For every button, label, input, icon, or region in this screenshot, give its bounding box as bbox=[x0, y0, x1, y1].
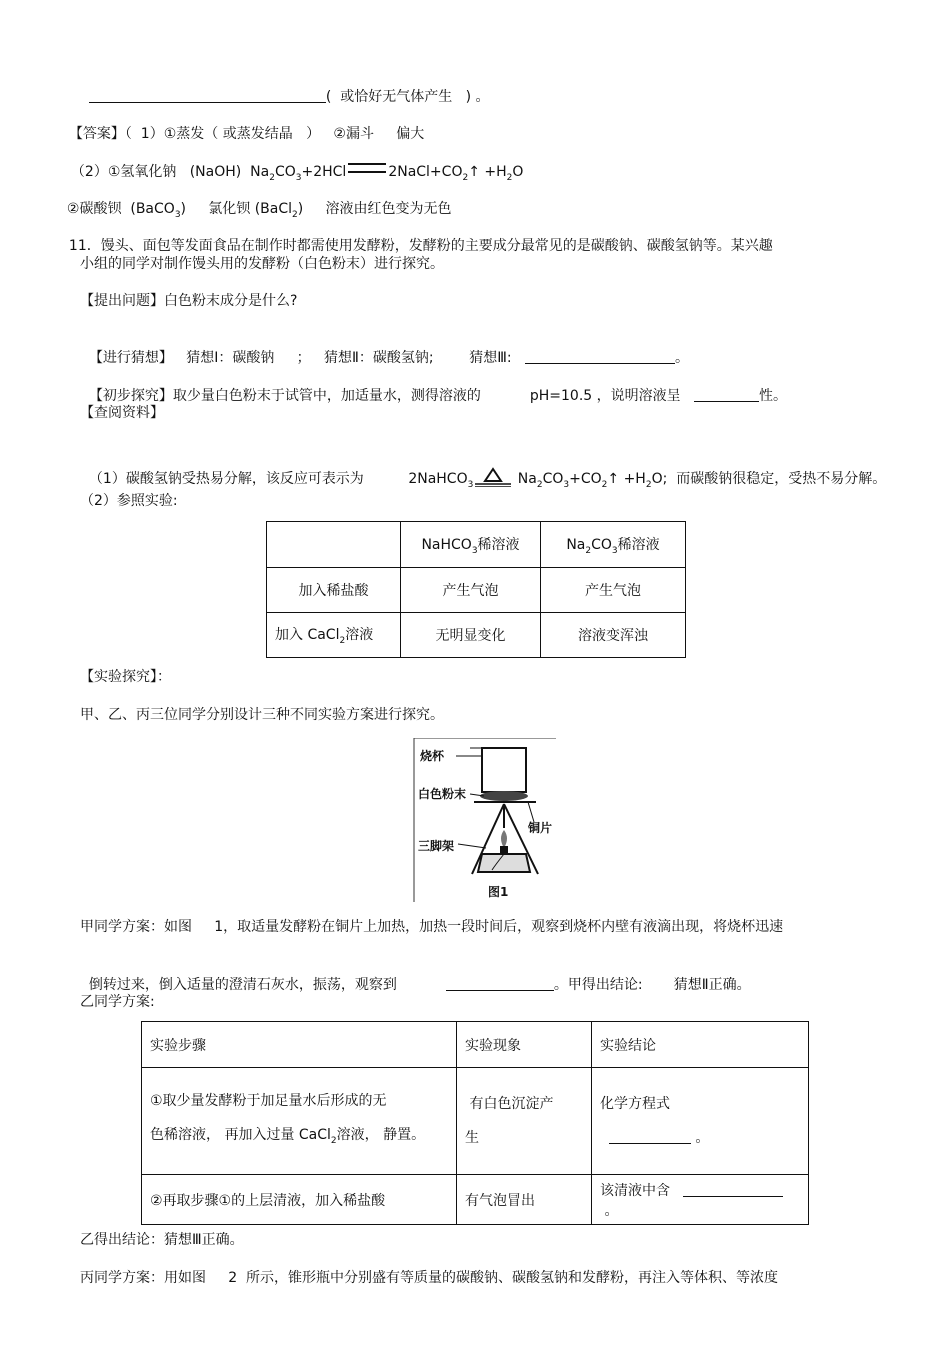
yi-conclusion: 乙得出结论：猜想Ⅲ正确。 bbox=[80, 1232, 244, 1248]
experiment-heading: 【实验探究】： bbox=[80, 669, 171, 685]
blank bbox=[609, 1129, 691, 1144]
reference-2: （2）参照实验: bbox=[80, 493, 178, 509]
figure-1 bbox=[412, 738, 558, 902]
yi-plan-table: 实验步骤 实验现象 实验结论 ①取少量发酵粉于加足量水后形成的无 色稀溶液， 再加入过量 CaCl$_2$溶液， 静置。 有白色沉淀产 生 化学方程式 。 ②再取步骤①的上层清液，加入稀盐酸 有气泡冒出 该清液中含 。 bbox=[141, 1021, 809, 1225]
bing-plan: 丙同学方案：用如图 2 所示，锥形瓶中分别盛有等质量的碳酸钠、碳酸氢钠和发酵粉，再注入等体积、等浓度 bbox=[80, 1270, 779, 1286]
equals-sign bbox=[348, 163, 386, 173]
figure-label-powder: 白色粉末 bbox=[418, 787, 467, 801]
experiment-intro: 甲、乙、丙三位同学分别设计三种不同实验方案进行探究。 bbox=[80, 707, 444, 723]
answer-line-3: ②碳酸钡 (BaCO$_3$) 氯化钡 (BaCl$_2$) 溶液由红色变为无色 bbox=[66, 201, 452, 220]
heating-sign bbox=[473, 467, 513, 487]
jia-plan-1: 甲同学方案：如图 1，取适量发酵粉在铜片上加热，加热一段时间后，观察到烧杯内壁有液滴出现，将烧杯迅速 bbox=[80, 919, 784, 935]
reference-1: （1）碳酸氢钠受热易分解，该反应可表示为 2NaHCO$_3$ $Na_2CO_3+CO_2↑ +H_2O$; 而碳酸钠很稳定，受热不易分解。 bbox=[80, 447, 886, 495]
blank bbox=[694, 387, 759, 402]
figure-label-copper: 铜片 bbox=[528, 821, 553, 835]
answer-line-2: （2）①氢氧化钠 (NaOH) $Na_2CO_3+2HCl$ $2NaCl+CO_2↑ +H_2O$ bbox=[70, 164, 524, 183]
blank bbox=[683, 1182, 783, 1197]
preliminary: 【初步探究】取少量白色粉末于试管中，加适量水，测得溶液的 pH=10.5 ，说明溶液呈 性。 bbox=[88, 388, 787, 404]
reference-heading: 【查阅资料】 bbox=[80, 405, 164, 421]
question-11-p1: 11．馒头、面包等发面食品在制作时都需使用发酵粉，发酵粉的主要成分最常见的是碳酸钠、碳酸氢钠等。某兴趣 bbox=[68, 238, 773, 254]
figure-label-tripod: 三脚架 bbox=[418, 839, 455, 853]
blank bbox=[446, 976, 554, 991]
question-11-p2: 小组的同学对制作馒头用的发酵粉（白色粉末）进行探究。 bbox=[80, 256, 444, 272]
jia-plan-2: 倒转过来，倒入适量的澄清石灰水，振荡，观察到 。甲得出结论: 猜想Ⅱ正确。 bbox=[88, 977, 751, 993]
reference-table: NaHCO$_3$稀溶液 $Na_2CO_3$稀溶液 加入稀盐酸 产生气泡 产生气泡 加入 CaCl$_2$溶液 无明显变化 溶液变浑浊 bbox=[266, 521, 686, 658]
raise-question: 【提出问题】白色粉末成分是什么? bbox=[80, 293, 298, 309]
yi-plan-heading: 乙同学方案: bbox=[80, 994, 155, 1010]
hypothesis: 【进行猜想】 猜想Ⅰ：碳酸钠 ； 猜想Ⅱ：碳酸氢钠; 猜想Ⅲ: 。 bbox=[88, 350, 689, 366]
answer-continuation: ( 或恰好无气体产生 ) 。 bbox=[80, 67, 490, 107]
blank bbox=[89, 88, 326, 103]
figure-label-beaker: 烧杯 bbox=[420, 749, 445, 763]
blank bbox=[525, 349, 675, 364]
figure-caption: 图1 bbox=[488, 885, 509, 899]
answer-line-1: 【答案】（ 1）①蒸发（ 或蒸发结晶 ） ②漏斗 偏大 bbox=[68, 126, 425, 142]
